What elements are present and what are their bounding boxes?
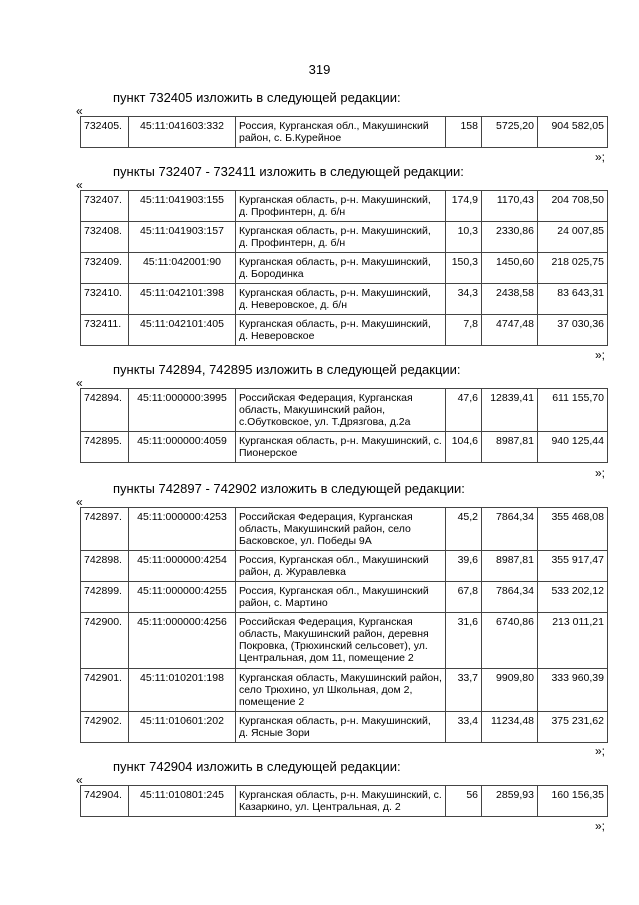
address: Курганская область, р-н. Макушинский, д. Ясные Зори — [236, 712, 446, 743]
total-value: 83 643,31 — [538, 284, 608, 315]
property-table — [80, 785, 608, 817]
table-row — [81, 315, 608, 346]
address: Курганская область, Макушинский район, село Трюхино, ул Школьная, дом 2, помещение 2 — [236, 669, 446, 712]
address: Курганская область, р-н. Макушинский, д. Бородинка — [236, 253, 446, 284]
total-value: 940 125,44 — [538, 432, 608, 463]
row-number: 742898. — [81, 551, 129, 582]
area: 104,6 — [446, 432, 482, 463]
cadastral-number: 45:11:041903:155 — [129, 191, 236, 222]
quote-open: « — [76, 773, 83, 787]
page-number: 319 — [308, 62, 331, 77]
row-number: 742897. — [81, 508, 129, 551]
unit-price: 1450,60 — [482, 253, 538, 284]
quote-close: »; — [595, 466, 606, 480]
table-row — [81, 712, 608, 743]
row-number: 732409. — [81, 253, 129, 284]
cadastral-number: 45:11:042001:90 — [129, 253, 236, 284]
area: 31,6 — [446, 613, 482, 669]
area: 7,8 — [446, 315, 482, 346]
total-value: 333 960,39 — [538, 669, 608, 712]
row-number: 732408. — [81, 222, 129, 253]
unit-price: 2438,58 — [482, 284, 538, 315]
quote-open: « — [76, 376, 83, 390]
table-row — [81, 786, 608, 817]
row-number: 732411. — [81, 315, 129, 346]
area: 56 — [446, 786, 482, 817]
quote-close: »; — [595, 819, 606, 833]
unit-price: 2330,86 — [482, 222, 538, 253]
table-row — [81, 582, 608, 613]
row-number: 732407. — [81, 191, 129, 222]
row-number: 742902. — [81, 712, 129, 743]
quote-open: « — [76, 104, 83, 118]
row-number: 732410. — [81, 284, 129, 315]
quote-close: »; — [595, 744, 606, 758]
unit-price: 4747,48 — [482, 315, 538, 346]
table-row — [81, 669, 608, 712]
area: 47,6 — [446, 389, 482, 432]
unit-price: 7864,34 — [482, 508, 538, 551]
unit-price: 8987,81 — [482, 551, 538, 582]
table-row — [81, 508, 608, 551]
cadastral-number: 45:11:000000:4253 — [129, 508, 236, 551]
area: 34,3 — [446, 284, 482, 315]
section-heading: пункт 732405 изложить в следующей редакции: — [113, 90, 401, 105]
area: 45,2 — [446, 508, 482, 551]
cadastral-number: 45:11:041603:332 — [129, 117, 236, 148]
property-table — [80, 190, 608, 346]
row-number: 742894. — [81, 389, 129, 432]
total-value: 204 708,50 — [538, 191, 608, 222]
area: 174,9 — [446, 191, 482, 222]
property-table — [80, 116, 608, 148]
address: Российская Федерация, Курганская область, Макушинский район, деревня Покровка, (Трюхинский сельсовет), ул. Центральная, дом 11, помещение 2 — [236, 613, 446, 669]
unit-price: 2859,93 — [482, 786, 538, 817]
area: 158 — [446, 117, 482, 148]
unit-price: 11234,48 — [482, 712, 538, 743]
table-row — [81, 613, 608, 669]
cadastral-number: 45:11:010201:198 — [129, 669, 236, 712]
total-value: 533 202,12 — [538, 582, 608, 613]
total-value: 213 011,21 — [538, 613, 608, 669]
unit-price: 5725,20 — [482, 117, 538, 148]
area: 33,4 — [446, 712, 482, 743]
cadastral-number: 45:11:000000:4059 — [129, 432, 236, 463]
cadastral-number: 45:11:042101:405 — [129, 315, 236, 346]
quote-open: « — [76, 495, 83, 509]
total-value: 355 917,47 — [538, 551, 608, 582]
property-table — [80, 507, 608, 743]
area: 150,3 — [446, 253, 482, 284]
unit-price: 9909,80 — [482, 669, 538, 712]
area: 39,6 — [446, 551, 482, 582]
address: Курганская область, р-н. Макушинский, с. Казаркино, ул. Центральная, д. 2 — [236, 786, 446, 817]
row-number: 732405. — [81, 117, 129, 148]
area: 10,3 — [446, 222, 482, 253]
cadastral-number: 45:11:000000:4255 — [129, 582, 236, 613]
total-value: 904 582,05 — [538, 117, 608, 148]
cadastral-number: 45:11:042101:398 — [129, 284, 236, 315]
address: Курганская область, р-н. Макушинский, д. Профинтерн, д. б/н — [236, 222, 446, 253]
total-value: 375 231,62 — [538, 712, 608, 743]
address: Россия, Курганская обл., Макушинский район, д. Журавлевка — [236, 551, 446, 582]
total-value: 37 030,36 — [538, 315, 608, 346]
quote-open: « — [76, 178, 83, 192]
address: Россия, Курганская обл., Макушинский район, с. Б.Курейное — [236, 117, 446, 148]
area: 67,8 — [446, 582, 482, 613]
table-row — [81, 432, 608, 463]
address: Курганская область, р-н. Макушинский, д. Неверовское, д. б/н — [236, 284, 446, 315]
unit-price: 12839,41 — [482, 389, 538, 432]
table-row — [81, 551, 608, 582]
unit-price: 8987,81 — [482, 432, 538, 463]
quote-close: »; — [595, 348, 606, 362]
table-row — [81, 389, 608, 432]
row-number: 742899. — [81, 582, 129, 613]
cadastral-number: 45:11:000000:4256 — [129, 613, 236, 669]
address: Курганская область, р-н. Макушинский, д. Неверовское — [236, 315, 446, 346]
cadastral-number: 45:11:000000:3995 — [129, 389, 236, 432]
section-heading: пункт 742904 изложить в следующей редакции: — [113, 759, 401, 774]
table-row — [81, 191, 608, 222]
address: Курганская область, р-н. Макушинский, с. Пионерское — [236, 432, 446, 463]
row-number: 742895. — [81, 432, 129, 463]
section-heading: пункты 742894, 742895 изложить в следующей редакции: — [113, 362, 461, 377]
row-number: 742900. — [81, 613, 129, 669]
table-row — [81, 117, 608, 148]
cadastral-number: 45:11:041903:157 — [129, 222, 236, 253]
total-value: 355 468,08 — [538, 508, 608, 551]
address: Россия, Курганская обл., Макушинский район, с. Мартино — [236, 582, 446, 613]
cadastral-number: 45:11:000000:4254 — [129, 551, 236, 582]
table-row — [81, 253, 608, 284]
cadastral-number: 45:11:010801:245 — [129, 786, 236, 817]
property-table — [80, 388, 608, 463]
total-value: 218 025,75 — [538, 253, 608, 284]
section-heading: пункты 732407 - 732411 изложить в следующей редакции: — [113, 164, 464, 179]
address: Российская Федерация, Курганская область, Макушинский район, с.Обутковское, ул. Т.Дрязгова, д.2а — [236, 389, 446, 432]
table-row — [81, 284, 608, 315]
unit-price: 7864,34 — [482, 582, 538, 613]
row-number: 742901. — [81, 669, 129, 712]
address: Курганская область, р-н. Макушинский, д. Профинтерн, д. б/н — [236, 191, 446, 222]
address: Российская Федерация, Курганская область, Макушинский район, село Басковское, ул. Победы 9А — [236, 508, 446, 551]
table-row — [81, 222, 608, 253]
unit-price: 1170,43 — [482, 191, 538, 222]
row-number: 742904. — [81, 786, 129, 817]
total-value: 160 156,35 — [538, 786, 608, 817]
total-value: 611 155,70 — [538, 389, 608, 432]
section-heading: пункты 742897 - 742902 изложить в следующей редакции: — [113, 481, 465, 496]
quote-close: »; — [595, 150, 606, 164]
cadastral-number: 45:11:010601:202 — [129, 712, 236, 743]
unit-price: 6740,86 — [482, 613, 538, 669]
area: 33,7 — [446, 669, 482, 712]
total-value: 24 007,85 — [538, 222, 608, 253]
